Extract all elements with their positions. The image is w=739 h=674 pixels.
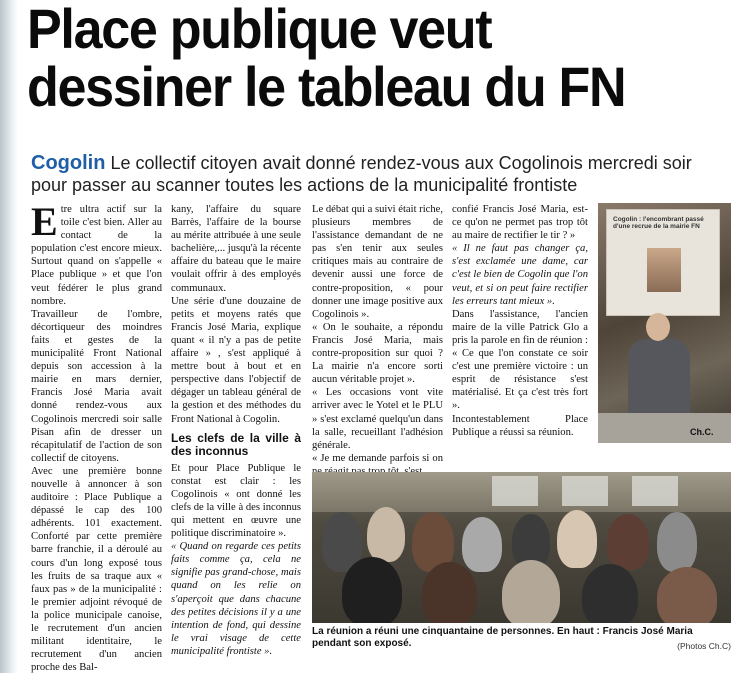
headline-line-1: Place publique veut bbox=[27, 0, 492, 60]
projection-screen bbox=[606, 209, 720, 316]
audience-person bbox=[462, 517, 502, 572]
audience-photo-window bbox=[492, 476, 538, 506]
column-3-paragraph-1: Le débat qui a suivi était riche, plusieurs membres de l'assistance demandant de ne pas s'en tenir aux seules critiques mais au contraire de devenir aussi une force de contre-proposition, « pour donner une image positive aux Cogolinois ». bbox=[312, 204, 443, 320]
column-2-paragraph-2: Une série d'une douzaine de petits et moyens ratés que Francis José Maria, explique quant « il n'y a pas de petite affaire » , s'est appliqué à mettre bout à bout et en perspective dans l'objectif de dégager un tableau général de la gestion et des méthodes du Front National à Cogolin. bbox=[171, 295, 301, 425]
column-4-paragraph-3: Dans l'assistance, l'ancien maire de la ville Patrick Glo a pris la parole en fin de réunion : « Ce que l'on constate ce soir c'est une première victoire : un esprit de résistance s'est matérialisé. Et ça c'est très fort ». bbox=[452, 308, 588, 412]
column-2-paragraph-4: « Quand on regarde ces petits faits comme ça, cela ne signifie pas grand-chose, mais quand on les relie on s'aperçoit que dans chacune des petites décisions il y a une intention de fond, qui dessine le vrai visage de cette municipalité frontiste ». bbox=[171, 541, 301, 657]
audience-person bbox=[367, 507, 405, 562]
audience-person bbox=[607, 514, 649, 570]
page-edge-shadow bbox=[0, 0, 18, 673]
speaker-photo-credit: Ch.C. bbox=[690, 427, 714, 437]
column-2-paragraph-1: kany, l'affaire du square Barrès, l'affaire de la bourse au mérite attribuée à une seule bachelière,... jusqu'à la récente affaire du bateau que le maire voulait offrir à des employés communaux. bbox=[171, 204, 301, 294]
headline-line-2: dessiner le tableau du FN bbox=[27, 55, 626, 118]
column-3 bbox=[312, 203, 443, 478]
audience-person bbox=[342, 557, 402, 623]
audience-person bbox=[557, 510, 597, 568]
column-4-paragraph-2: « Il ne faut pas changer ça, s'est exclamée une dame, car c'est le bien de Cogolin que l'on veut, et si on peut faire rectifier les erreurs tant mieux ». bbox=[452, 243, 588, 307]
speaker-photo bbox=[598, 203, 731, 443]
projection-screen-title: Cogolin : l'encombrant passé d'une recrue de la mairie FN bbox=[613, 216, 704, 230]
column-3-paragraph-2: « On le souhaite, a répondu Francis José Maria, mais contre-proposition sur quoi ? La mairie n'a encore sorti aucun véritable projet ». bbox=[312, 321, 443, 386]
audience-photo-caption: La réunion a réuni une cinquantaine de personnes. En haut : Francis José Maria pendant son exposé. bbox=[312, 626, 693, 649]
speaker-head bbox=[646, 313, 670, 341]
audience-person bbox=[657, 512, 697, 572]
headline bbox=[27, 0, 678, 116]
audience-photo bbox=[312, 472, 731, 623]
lead-paragraph bbox=[31, 152, 731, 196]
column-2-paragraph-3: Et pour Place Publique le constat est clair : les Cogolinois « ont donné les clefs de la ville à des inconnus qui mettent en œuvre une politique discriminatoire ». bbox=[171, 462, 301, 540]
audience-photo-window bbox=[562, 476, 608, 506]
column-1-paragraph-3: Avec une première bonne nouvelle à annoncer à son auditoire : Place Publique a dépassé le cap des 100 adhérents. 101 exactement. Conforté par cette première barre franchie, il a déroulé au cours d'un long exposé tous les fruits de sa traque aux « faux pas » de la municipalité : le premier adjoint révoqué de la police municipale canoise, le recrutement d'un ancien militant identitaire, le recrutement d'un ancien proche des Bal- bbox=[31, 465, 162, 674]
column-4-paragraph-4: Incontestablement Place Publique a réussi sa réunion. bbox=[452, 413, 588, 438]
column-3-paragraph-3: « Les occasions vont vite arriver avec le Yotel et le PLU » s'est exclamé quelqu'un dans la salle, recueillant l'adhésion générale. bbox=[312, 387, 443, 451]
column-4-paragraph-1: confié Francis José Maria, est-ce qu'on ne permet pas trop tôt au maire de rectifier le tir ? » bbox=[452, 204, 588, 242]
column-1 bbox=[31, 199, 162, 674]
column-2-subhead: Les clefs de la ville à des inconnus bbox=[171, 430, 301, 458]
lead-text: Le collectif citoyen avait donné rendez-vous aux Cogolinois mercredi soir pour passer au scanner toutes les actions de la municipalité frontiste bbox=[31, 153, 692, 195]
lead-place: Cogolin bbox=[31, 152, 106, 174]
dropcap: E bbox=[31, 199, 58, 244]
audience-person bbox=[422, 562, 477, 623]
projection-screen-image bbox=[647, 248, 681, 292]
column-1-paragraph-1-text: tre ultra actif sur la toile c'est bien. Aller au contact de la population c'est encore mieux. Surtout quand on s'appelle « Place publique » et que l'on veut fédérer le plus grand nombre. bbox=[31, 204, 162, 307]
audience-person bbox=[582, 564, 638, 623]
column-3-paragraph-4: « Je me demande parfois si on bbox=[312, 452, 443, 464]
audience-person bbox=[657, 567, 717, 623]
column-1-paragraph-2: Travailleur de l'ombre, décortiqueur des moindres faits et gestes de la municipalité Front National depuis son accession à la mairie en mars dernier, Francis José Maria avait donné rendez-vous aux Cogolinois mercredi soir salle Pisan afin de dresser un récapitulatif de l'action de son collectif de citoyens. bbox=[31, 308, 162, 464]
audience-person bbox=[502, 560, 560, 623]
column-1-paragraph-1 bbox=[31, 199, 162, 308]
column-4 bbox=[452, 203, 588, 439]
photo-credit: (Photos Ch.C) bbox=[677, 641, 731, 651]
column-2 bbox=[171, 203, 301, 658]
audience-photo-window bbox=[632, 476, 678, 506]
